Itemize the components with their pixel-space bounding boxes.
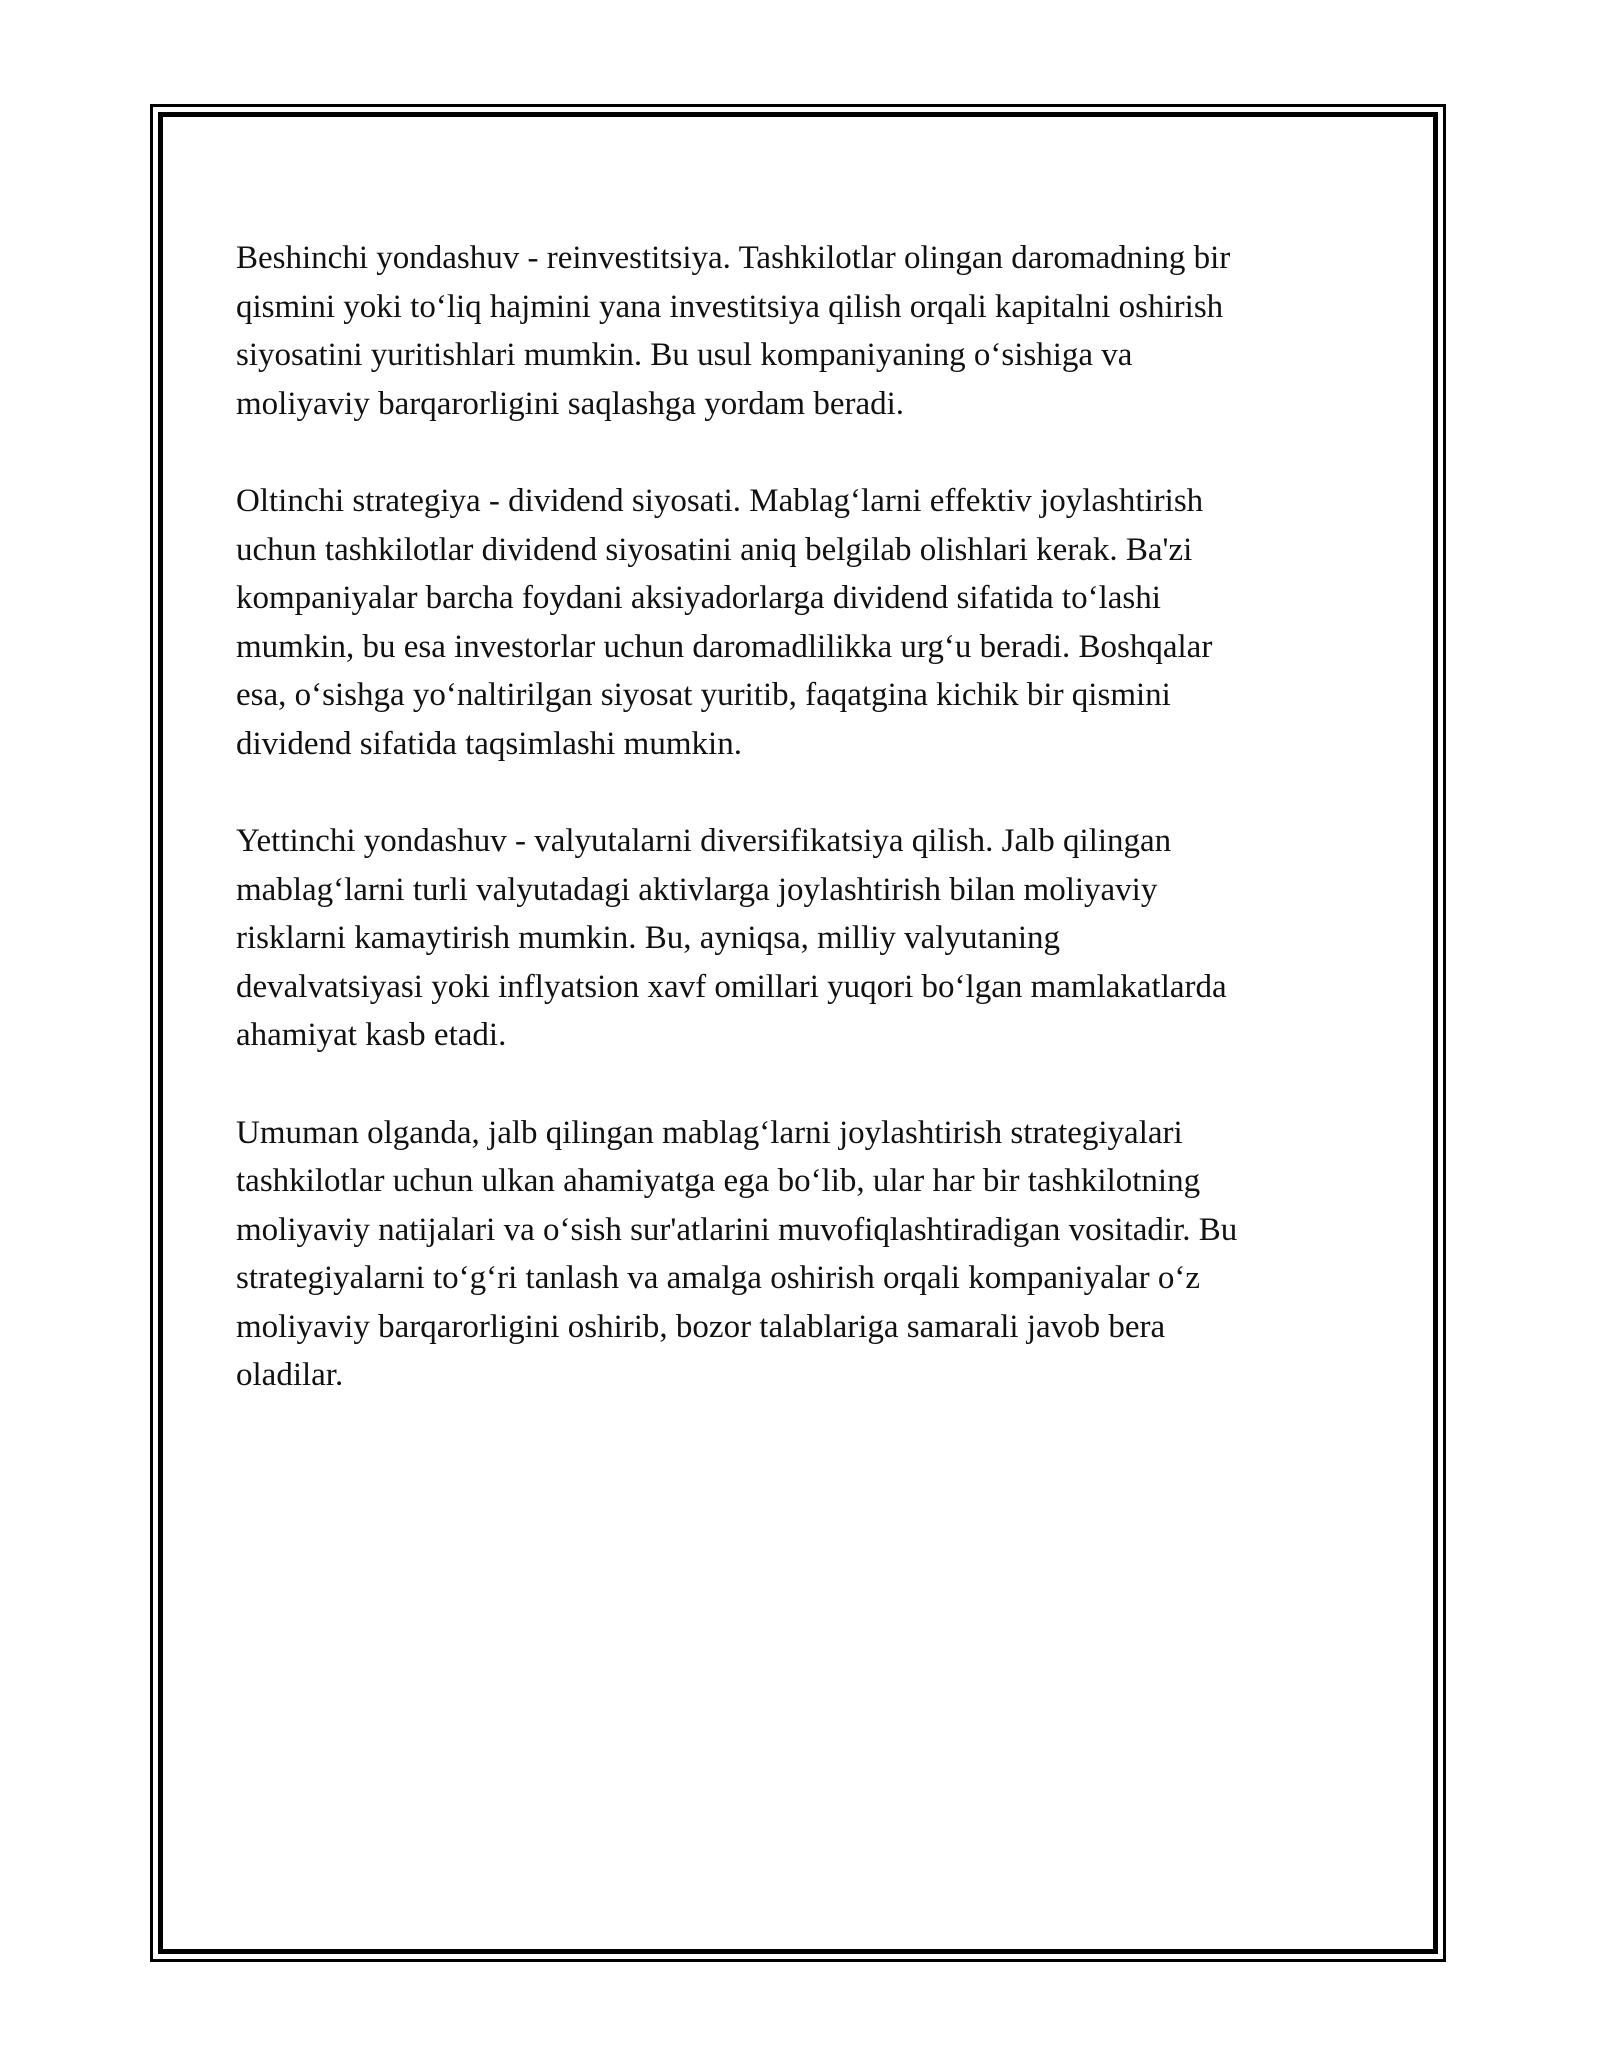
text-line: moliyaviy barqarorligini oshirib, bozor talablariga samarali javob bera: [236, 1308, 1166, 1345]
paragraph-reinvestment: [236, 234, 1356, 428]
text-line: mumkin, bu esa investorlar uchun daromadlilikka urg‘u beradi. Boshqalar: [236, 628, 1213, 665]
text-line: dividend sifatida taqsimlashi mumkin.: [236, 725, 742, 762]
text-line: devalvatsiyasi yoki inflyatsion xavf omillari yuqori bo‘lgan mamlakatlarda: [236, 968, 1227, 1005]
text-line: uchun tashkilotlar dividend siyosatini aniq belgilab olishlari kerak. Ba'zi: [236, 531, 1193, 568]
text-line: moliyaviy barqarorligini saqlashga yordam beradi.: [236, 385, 905, 422]
text-line: kompaniyalar barcha foydani aksiyadorlarga dividend sifatida to‘lashi: [236, 580, 1161, 616]
text-line: esa, o‘sishga yo‘naltirilgan siyosat yuritib, faqatgina kichik bir qismini: [236, 677, 1171, 713]
paragraph-dividend-policy: [236, 477, 1356, 768]
text-line: tashkilotlar uchun ulkan ahamiyatga ega bo‘lib, ular har bir tashkilotning: [236, 1163, 1201, 1199]
paragraph-currency-diversification: [236, 817, 1356, 1060]
text-line: moliyaviy natijalari va o‘sish sur'atlarini muvofiqlashtiradigan vositadir. Bu: [236, 1211, 1238, 1248]
document-body: [236, 234, 1356, 1449]
text-line: ahamiyat kasb etadi.: [236, 1017, 507, 1053]
text-line: strategiyalarni to‘g‘ri tanlash va amalga oshirish orqali kompaniyalar o‘z: [236, 1260, 1201, 1296]
text-line: mablag‘larni turli valyutadagi aktivlarga joylashtirish bilan moliyaviy: [236, 871, 1158, 908]
text-line: Beshinchi yondashuv - reinvestitsiya. Tashkilotlar olingan daromadning bir: [236, 240, 1231, 276]
text-line: qismini yoki to‘liq hajmini yana investitsiya qilish orqali kapitalni oshirish: [236, 288, 1224, 325]
text-line: risklarni kamaytirish mumkin. Bu, ayniqsa, milliy valyutaning: [236, 920, 1060, 956]
paragraph-conclusion: [236, 1109, 1356, 1400]
text-line: Yettinchi yondashuv - valyutalarni diversifikatsiya qilish. Jalb qilingan: [236, 823, 1172, 859]
text-line: Oltinchi strategiya - dividend siyosati. Mablag‘larni effektiv joylashtirish: [236, 483, 1204, 519]
text-line: Umuman olganda, jalb qilingan mablag‘larni joylashtirish strategiyalari: [236, 1114, 1183, 1151]
text-line: oladilar.: [236, 1357, 344, 1393]
text-line: siyosatini yuritishlari mumkin. Bu usul kompaniyaning o‘sishiga va: [236, 337, 1133, 373]
